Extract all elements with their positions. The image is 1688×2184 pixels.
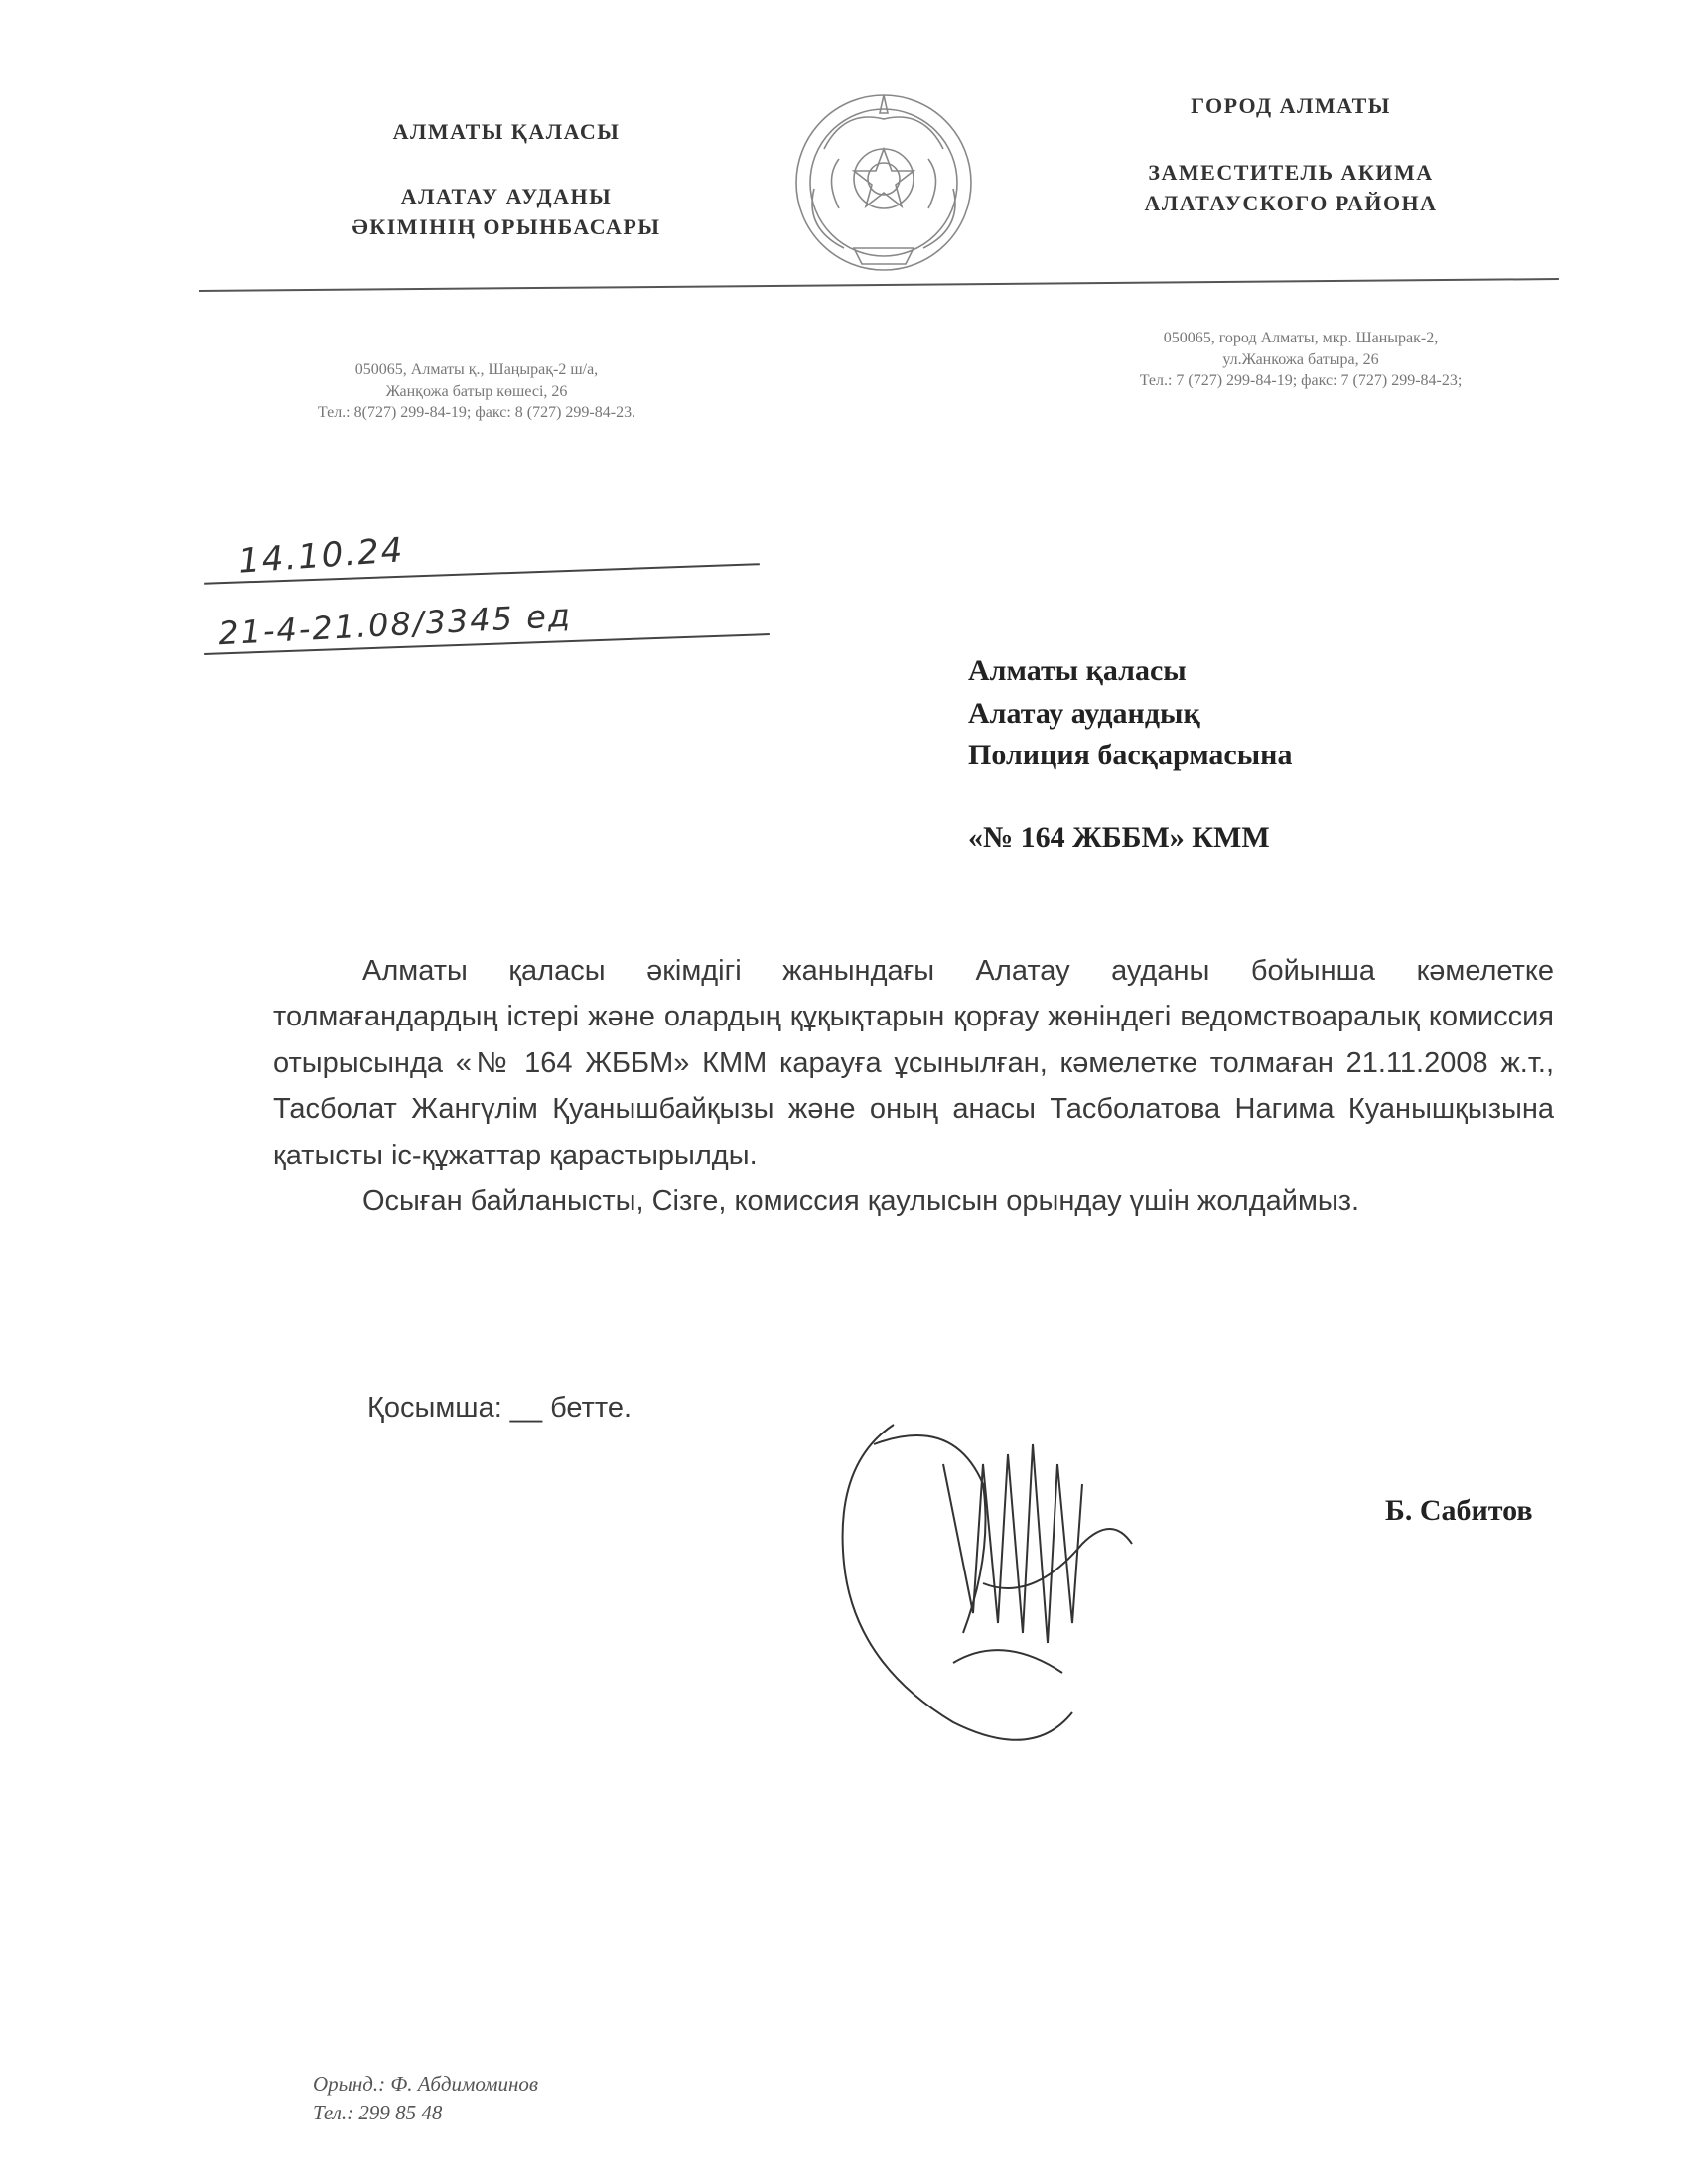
signature	[834, 1405, 1152, 1762]
address-right-line-1: 050065, город Алматы, мкр. Шанырак-2,	[1163, 330, 1439, 346]
attachment-note: Қосымша: __ бетте.	[367, 1392, 632, 1424]
signatory-name: Б. Сабитов	[1385, 1494, 1533, 1527]
recipient-line-1: Алматы қаласы	[968, 654, 1187, 687]
header-left-position: ӘКІМІНІҢ ОРЫНБАСАРЫ	[352, 213, 661, 239]
header-right-position: ЗАМЕСТИТЕЛЬ АКИМА	[1148, 159, 1434, 185]
footer	[313, 2070, 538, 2128]
footer-executor: Орынд.: Ф. Абдимоминов	[313, 2072, 539, 2096]
address-left-line-3: Тел.: 8(727) 299-84-19; факс: 8 (727) 299-84-23.	[317, 404, 636, 422]
registration-date: 14.10.24	[236, 530, 406, 582]
header-divider	[199, 278, 1559, 292]
header-right-district: АЛАТАУСКОГО РАЙОНА	[1144, 190, 1438, 215]
address-left	[248, 359, 705, 424]
registration-number: 21-4-21.08/3345 ед	[217, 596, 573, 653]
address-left-line-1: 050065, Алматы қ., Шаңырақ-2 ш/а,	[354, 361, 599, 378]
recipient-line-2: Алатау аудандық	[968, 696, 1200, 730]
state-emblem	[784, 79, 983, 278]
header-right-city: ГОРОД АЛМАТЫ	[1191, 93, 1391, 118]
footer-phone: Тел.: 299 85 48	[313, 2101, 443, 2125]
recipient-copy: «№ 164 ЖББМ» КММ	[968, 820, 1270, 854]
state-emblem-icon	[784, 79, 983, 278]
header-left-district: АЛАТАУ АУДАНЫ	[400, 183, 613, 208]
signature-scribble-icon	[834, 1405, 1152, 1762]
address-left-line-2: Жанқожа батыр көшесі, 26	[385, 382, 568, 400]
address-right-line-2: ул.Жанкожа батыра, 26	[1222, 350, 1379, 368]
letter-body	[273, 948, 1554, 1224]
body-paragraph-1: Алматы қаласы әкімдігі жанындағы Алатау ауданы бойынша кәмелетке толмағандардың істері және олардың құқықтарын қорғау жөніндегі ведомствоаралық комиссия отырысында «№ 164 ЖББМ» КММ карауға ұсынылған, кәмелетке толмаған 21.11.2008 ж.т., Тасболат Жангүлім Қуанышбайқызы және оның анасы Тасболатова Нагима Куанышқызына қатысты іс-құжаттар қарастырылды.	[273, 955, 1554, 1171]
body-paragraph-2: Осыған байланысты, Сізге, комиссия қаулысын орындау үшін жолдаймыз.	[362, 1184, 1360, 1217]
header-right	[1092, 91, 1489, 218]
header-left-city: АЛМАТЫ ҚАЛАСЫ	[392, 119, 621, 144]
address-right	[1062, 328, 1539, 392]
header-left	[298, 117, 715, 242]
address-right-line-3: Тел.: 7 (727) 299-84-19; факс: 7 (727) 299-84-23;	[1139, 372, 1463, 390]
recipient-line-3: Полиция басқармасына	[968, 739, 1293, 772]
recipient-block	[968, 650, 1604, 859]
